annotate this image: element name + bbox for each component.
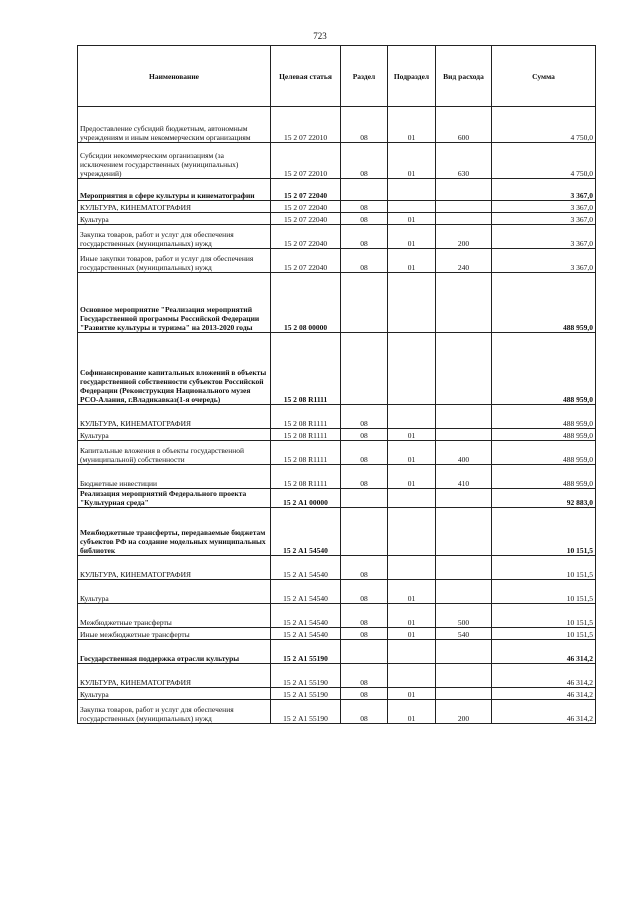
cell-section: 08	[341, 249, 388, 273]
cell-expense-type	[436, 273, 492, 333]
cell-target-article: 15 2 07 22040	[271, 213, 341, 225]
cell-expense-type	[436, 640, 492, 664]
cell-expense-type	[436, 429, 492, 441]
cell-sum: 3 367,0	[492, 213, 596, 225]
cell-subsection: 01	[388, 107, 436, 143]
cell-name: КУЛЬТУРА, КИНЕМАТОГРАФИЯ	[78, 405, 271, 429]
table-row	[78, 225, 596, 249]
cell-target-article: 15 2 07 22040	[271, 225, 341, 249]
cell-expense-type: 200	[436, 225, 492, 249]
cell-target-article: 15 2 08 R1111	[271, 333, 341, 405]
cell-section	[341, 489, 388, 508]
cell-name: Культура	[78, 213, 271, 225]
table-row	[78, 580, 596, 604]
cell-expense-type	[436, 201, 492, 213]
cell-target-article: 15 2 А1 54540	[271, 604, 341, 628]
cell-name: КУЛЬТУРА, КИНЕМАТОГРАФИЯ	[78, 556, 271, 580]
cell-subsection	[388, 405, 436, 429]
cell-subsection: 01	[388, 441, 436, 465]
cell-expense-type	[436, 333, 492, 405]
cell-expense-type: 630	[436, 143, 492, 179]
cell-subsection	[388, 201, 436, 213]
cell-section: 08	[341, 225, 388, 249]
table-row	[78, 405, 596, 429]
cell-section	[341, 273, 388, 333]
cell-section: 08	[341, 441, 388, 465]
cell-target-article: 15 2 08 R1111	[271, 405, 341, 429]
cell-subsection	[388, 179, 436, 201]
table-row	[78, 441, 596, 465]
cell-sum: 10 151,5	[492, 508, 596, 556]
cell-expense-type: 200	[436, 700, 492, 724]
cell-subsection: 01	[388, 429, 436, 441]
table-row	[78, 249, 596, 273]
cell-name: Иные закупки товаров, работ и услуг для обеспечения государственных (муниципальных) нужд	[78, 249, 271, 273]
cell-sum: 4 750,0	[492, 107, 596, 143]
cell-target-article: 15 2 07 22040	[271, 179, 341, 201]
column-header: Наименование	[78, 46, 271, 107]
cell-target-article: 15 2 07 22040	[271, 201, 341, 213]
column-header: Целевая статья	[271, 46, 341, 107]
cell-section: 08	[341, 628, 388, 640]
cell-target-article: 15 2 А1 55190	[271, 640, 341, 664]
cell-sum: 46 314,2	[492, 688, 596, 700]
table-row	[78, 143, 596, 179]
table-row	[78, 556, 596, 580]
table-row	[78, 201, 596, 213]
cell-name: Культура	[78, 580, 271, 604]
cell-expense-type	[436, 688, 492, 700]
cell-name: Основное мероприятие "Реализация мероприятий Государственной программы Российской Федерации "Развитие культуры и туризма" на 2013-2020 годы	[78, 273, 271, 333]
cell-target-article: 15 2 А1 00000	[271, 489, 341, 508]
cell-name: Культура	[78, 688, 271, 700]
cell-name: Софинансирование капитальных вложений в объекты государственной собственности субъектов Российской Федерации (Реконструкция Национального музея РСО-Алания, г.Владикавказ(1-я очередь)	[78, 333, 271, 405]
table-row	[78, 640, 596, 664]
cell-sum: 10 151,5	[492, 580, 596, 604]
cell-subsection	[388, 333, 436, 405]
cell-section	[341, 179, 388, 201]
cell-section: 08	[341, 556, 388, 580]
table-row	[78, 604, 596, 628]
cell-expense-type: 600	[436, 107, 492, 143]
cell-section: 08	[341, 201, 388, 213]
table-row	[78, 508, 596, 556]
table-row	[78, 179, 596, 201]
cell-expense-type	[436, 556, 492, 580]
cell-expense-type	[436, 664, 492, 688]
cell-subsection	[388, 508, 436, 556]
cell-expense-type: 410	[436, 465, 492, 489]
cell-expense-type	[436, 489, 492, 508]
cell-target-article: 15 2 07 22040	[271, 249, 341, 273]
cell-expense-type	[436, 405, 492, 429]
cell-name: Государственная поддержка отрасли культуры	[78, 640, 271, 664]
cell-subsection: 01	[388, 249, 436, 273]
cell-target-article: 15 2 А1 55190	[271, 688, 341, 700]
cell-target-article: 15 2 А1 54540	[271, 508, 341, 556]
table-row	[78, 700, 596, 724]
cell-target-article: 15 2 А1 55190	[271, 700, 341, 724]
cell-target-article: 15 2 08 R1111	[271, 441, 341, 465]
page-number: 723	[313, 31, 327, 41]
cell-section: 08	[341, 700, 388, 724]
table-header-row	[78, 46, 596, 107]
cell-name: Иные межбюджетные трансферты	[78, 628, 271, 640]
cell-sum: 92 883,0	[492, 489, 596, 508]
cell-sum: 10 151,5	[492, 604, 596, 628]
table-row	[78, 688, 596, 700]
cell-sum: 46 314,2	[492, 664, 596, 688]
table-row	[78, 489, 596, 508]
cell-subsection: 01	[388, 580, 436, 604]
cell-sum: 488 959,0	[492, 273, 596, 333]
cell-sum: 488 959,0	[492, 465, 596, 489]
column-header: Раздел	[341, 46, 388, 107]
cell-subsection	[388, 664, 436, 688]
cell-section	[341, 640, 388, 664]
cell-name: Капитальные вложения в объекты государственной (муниципальной) собственности	[78, 441, 271, 465]
cell-subsection	[388, 556, 436, 580]
cell-subsection: 01	[388, 213, 436, 225]
cell-target-article: 15 2 08 R1111	[271, 465, 341, 489]
table-row	[78, 333, 596, 405]
cell-subsection: 01	[388, 604, 436, 628]
cell-subsection: 01	[388, 628, 436, 640]
table-row	[78, 273, 596, 333]
cell-section: 08	[341, 688, 388, 700]
cell-sum: 3 367,0	[492, 249, 596, 273]
cell-subsection: 01	[388, 143, 436, 179]
cell-name: Реализация мероприятий Федерального проекта "Культурная среда"	[78, 489, 271, 508]
cell-section: 08	[341, 604, 388, 628]
table-row	[78, 628, 596, 640]
table-row	[78, 664, 596, 688]
cell-target-article: 15 2 08 R1111	[271, 429, 341, 441]
column-header: Вид расхода	[436, 46, 492, 107]
cell-section	[341, 333, 388, 405]
cell-name: Предоставление субсидий бюджетным, автономным учреждениям и иным некоммерческим организациям	[78, 107, 271, 143]
cell-name: Межбюджетные трансферты	[78, 604, 271, 628]
cell-name: Межбюджетные трансферты, передаваемые бюджетам субъектов РФ на создание модельных муниципальных библиотек	[78, 508, 271, 556]
cell-target-article: 15 2 08 00000	[271, 273, 341, 333]
table-row	[78, 465, 596, 489]
table-row	[78, 107, 596, 143]
cell-section: 08	[341, 580, 388, 604]
cell-sum: 10 151,5	[492, 556, 596, 580]
column-header: Сумма	[492, 46, 596, 107]
cell-expense-type: 500	[436, 604, 492, 628]
cell-section: 08	[341, 143, 388, 179]
cell-target-article: 15 2 07 22010	[271, 143, 341, 179]
cell-expense-type	[436, 580, 492, 604]
cell-expense-type: 240	[436, 249, 492, 273]
cell-sum: 488 959,0	[492, 441, 596, 465]
cell-subsection: 01	[388, 688, 436, 700]
cell-sum: 4 750,0	[492, 143, 596, 179]
cell-sum: 10 151,5	[492, 628, 596, 640]
table-row	[78, 213, 596, 225]
cell-section: 08	[341, 664, 388, 688]
cell-section: 08	[341, 465, 388, 489]
cell-name: КУЛЬТУРА, КИНЕМАТОГРАФИЯ	[78, 201, 271, 213]
budget-table	[77, 45, 596, 724]
cell-subsection: 01	[388, 465, 436, 489]
cell-name: Закупка товаров, работ и услуг для обеспечения государственных (муниципальных) нужд	[78, 700, 271, 724]
cell-section: 08	[341, 429, 388, 441]
table-row	[78, 429, 596, 441]
cell-subsection	[388, 640, 436, 664]
cell-sum: 46 314,2	[492, 640, 596, 664]
cell-name: Мероприятия в сфере культуры и кинематографии	[78, 179, 271, 201]
cell-sum: 488 959,0	[492, 333, 596, 405]
cell-target-article: 15 2 07 22010	[271, 107, 341, 143]
cell-expense-type	[436, 213, 492, 225]
cell-sum: 3 367,0	[492, 179, 596, 201]
cell-name: Бюджетные инвестиции	[78, 465, 271, 489]
cell-expense-type: 400	[436, 441, 492, 465]
cell-section: 08	[341, 213, 388, 225]
cell-section: 08	[341, 107, 388, 143]
cell-target-article: 15 2 А1 54540	[271, 580, 341, 604]
cell-target-article: 15 2 А1 55190	[271, 664, 341, 688]
cell-name: Культура	[78, 429, 271, 441]
cell-expense-type	[436, 508, 492, 556]
cell-name: КУЛЬТУРА, КИНЕМАТОГРАФИЯ	[78, 664, 271, 688]
cell-subsection	[388, 489, 436, 508]
cell-subsection: 01	[388, 225, 436, 249]
cell-name: Закупка товаров, работ и услуг для обеспечения государственных (муниципальных) нужд	[78, 225, 271, 249]
cell-sum: 46 314,2	[492, 700, 596, 724]
cell-sum: 488 959,0	[492, 429, 596, 441]
cell-sum: 3 367,0	[492, 225, 596, 249]
cell-section	[341, 508, 388, 556]
cell-name: Субсидии некоммерческим организациям (за исключением государственных (муниципальных) учреждений)	[78, 143, 271, 179]
cell-target-article: 15 2 А1 54540	[271, 628, 341, 640]
cell-expense-type	[436, 179, 492, 201]
column-header: Подраздел	[388, 46, 436, 107]
cell-subsection	[388, 273, 436, 333]
cell-sum: 3 367,0	[492, 201, 596, 213]
cell-target-article: 15 2 А1 54540	[271, 556, 341, 580]
cell-sum: 488 959,0	[492, 405, 596, 429]
cell-section: 08	[341, 405, 388, 429]
cell-subsection: 01	[388, 700, 436, 724]
cell-expense-type: 540	[436, 628, 492, 640]
